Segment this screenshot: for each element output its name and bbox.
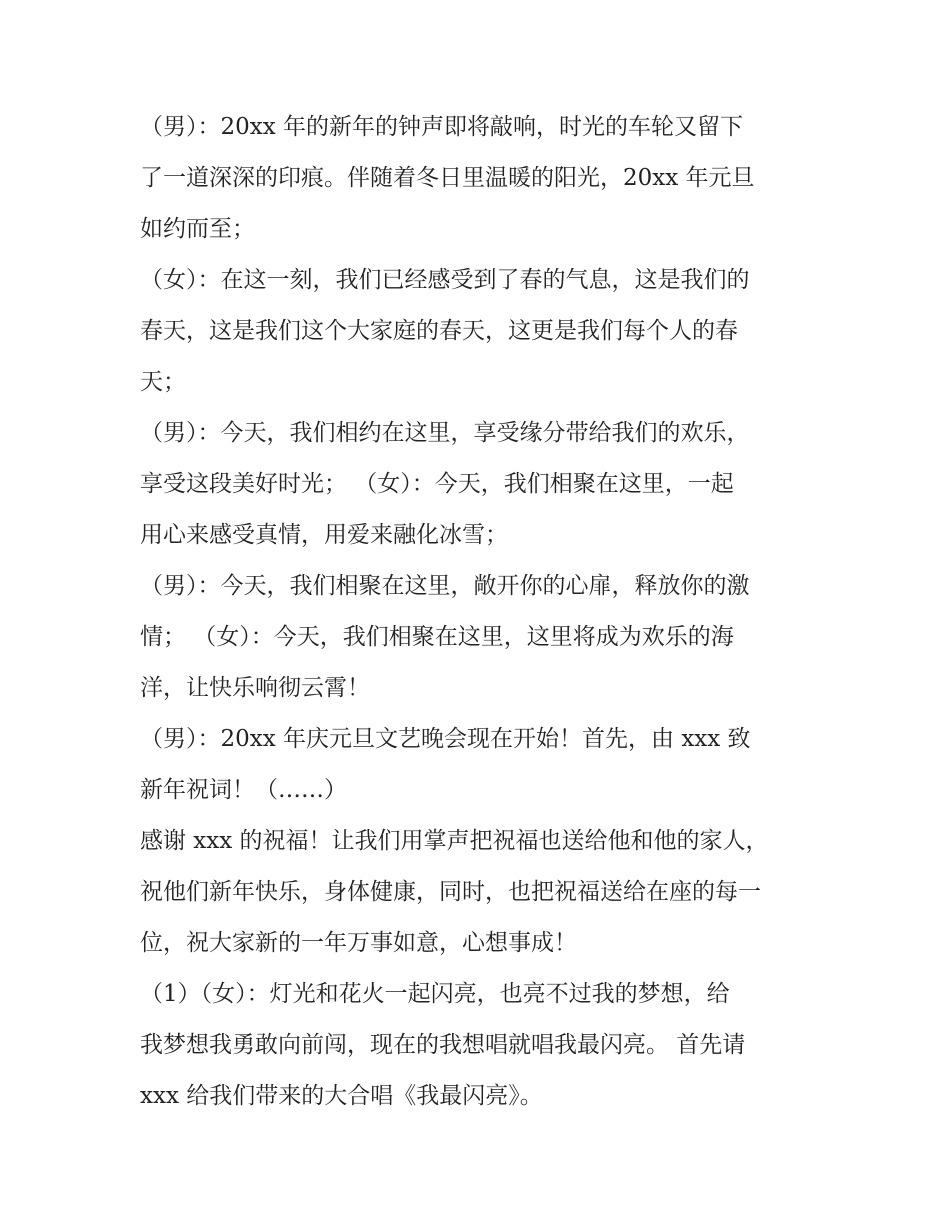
- text-line: xxx 给我们带来的大合唱《我最闪亮》。: [140, 1083, 543, 1109]
- text-line: 感谢 xxx 的祝福！让我们用掌声把祝福也送给他和他的家人，: [140, 828, 769, 854]
- paragraph-male-opening-announcement: [140, 714, 820, 816]
- text-line: （男）：20xx 年的新年的钟声即将敲响，时光的车轮又留下: [140, 114, 744, 140]
- text-line: 情； （女）：今天，我们相聚在这里，这里将成为欢乐的海: [140, 624, 734, 650]
- text-line: 位，祝大家新的一年万事如意，心想事成！: [140, 930, 577, 956]
- text-line: 享受这段美好时光； （女）：今天，我们相聚在这里，一起: [140, 471, 734, 497]
- paragraph-female-spring: [140, 255, 820, 408]
- text-line: 天；: [140, 369, 186, 395]
- paragraph-thanks: [140, 816, 820, 969]
- text-line: 了一道深深的印痕。伴随着冬日里温暖的阳光，20xx 年元旦: [140, 165, 755, 191]
- text-line: （男）：今天，我们相聚在这里，敞开你的心扉，释放你的激: [140, 573, 750, 599]
- paragraph-male-gathering: [140, 408, 820, 561]
- text-line: 春天，这是我们这个大家庭的春天，这更是我们每个人的春: [140, 318, 738, 344]
- text-line: 洋，让快乐响彻云霄！: [140, 675, 370, 701]
- text-line: （女）：在这一刻，我们已经感受到了春的气息，这是我们的: [140, 267, 750, 293]
- text-line: （男）：20xx 年庆元旦文艺晚会现在开始！首先，由 xxx 致: [140, 726, 751, 752]
- paragraph-male-passion: [140, 561, 820, 714]
- text-line: （1）（女）：灯光和花火一起闪亮，也亮不过我的梦想，给: [140, 981, 730, 1007]
- paragraph-first-program: [140, 969, 820, 1122]
- text-line: 新年祝词！（……）: [140, 777, 347, 803]
- text-line: （男）：今天，我们相约在这里，享受缘分带给我们的欢乐，: [140, 420, 750, 446]
- text-line: 祝他们新年快乐，身体健康，同时，也把祝福送给在座的每一: [140, 879, 761, 905]
- text-line: 如约而至；: [140, 216, 255, 242]
- script-text: [140, 102, 820, 1122]
- text-line: 我梦想我勇敢向前闯，现在的我想唱就唱我最闪亮。 首先请: [140, 1032, 746, 1058]
- text-line: 用心来感受真情，用爱来融化冰雪；: [140, 522, 508, 548]
- paragraph-male-opening: [140, 102, 820, 255]
